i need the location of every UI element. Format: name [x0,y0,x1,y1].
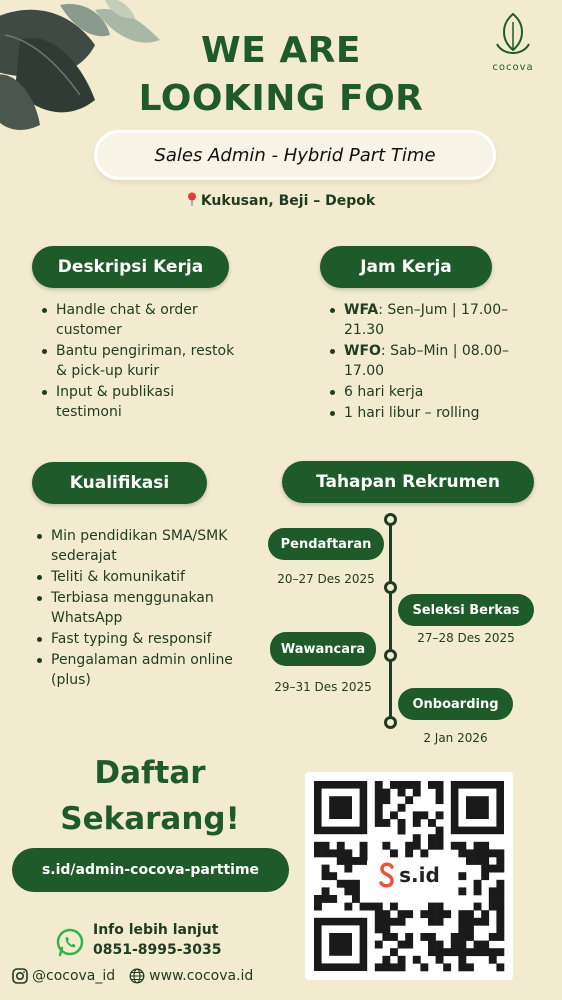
qr-module [436,948,444,956]
registration-link[interactable]: s.id/admin-cocova-parttime [12,848,289,892]
qr-module [398,819,406,827]
qr-module [360,842,368,850]
qr-module [382,842,390,850]
qr-module [436,827,444,835]
qr-module [436,796,444,804]
timeline-step-pendaftaran: Pendaftaran [268,528,384,560]
qr-module [329,849,337,857]
qr-module [413,842,421,850]
qr-module [375,781,383,789]
section-kualifikasi-title: Kualifikasi [32,462,207,504]
qr-module [344,849,352,857]
qr-finder [329,933,352,956]
qr-module [466,933,474,941]
qr-module [344,880,352,888]
qr-module [496,849,504,857]
list-item [330,382,530,402]
qr-module [382,789,390,797]
qr-module [314,849,322,857]
qr-module [398,918,406,926]
qr-module [489,956,497,964]
qr-module [489,849,497,857]
qr-module [458,849,466,857]
qr-module [398,956,406,964]
qr-module [405,933,413,941]
location [0,192,562,209]
qr-module [420,849,428,857]
qr-module [466,925,474,933]
qr-module [428,842,436,850]
qr-module [322,872,330,880]
qr-module [496,918,504,926]
qr-module [496,948,504,956]
timeline-step-wawancara: Wawancara [270,632,376,666]
qr-module [436,789,444,797]
location-pin-icon [187,192,197,206]
qr-module [314,903,322,911]
qr-module [436,834,444,842]
list-item: Input & publikasi testimoni [42,382,242,422]
location-text: Kukusan, Beji – Depok [200,193,376,209]
qr-module [474,887,482,895]
qr-module [451,948,459,956]
qr-module [352,857,360,865]
qr-module [375,918,383,926]
qr-module [382,963,390,971]
qr-module [474,918,482,926]
timeline-date: 2 Jan 2026 [423,731,488,745]
qr-module [405,842,413,850]
kualifikasi-list [37,526,247,691]
website-link[interactable]: www.cocova.id [149,968,254,984]
qr-module [375,910,383,918]
qr-module [474,849,482,857]
qr-module [420,933,428,941]
qr-module [428,918,436,926]
qr-module [390,948,398,956]
qr-module [375,925,383,933]
qr-module [352,887,360,895]
qr-module [375,903,383,911]
qr-module [443,910,451,918]
qr-module [337,857,345,865]
qr-module [390,849,398,857]
qr-module [344,903,352,911]
list-item [330,403,530,423]
qr-module [474,880,482,888]
qr-module [405,941,413,949]
timeline-date: 27–28 Des 2025 [417,631,515,645]
qr-module [413,834,421,842]
qr-module [458,872,466,880]
sid-logo-icon [378,862,396,888]
list-item-text: 6 hari kerja [344,384,424,400]
qr-module [420,910,428,918]
qr-module [481,849,489,857]
qr-module [413,789,421,797]
qr-module [405,781,413,789]
qr-module [390,781,398,789]
qr-module [375,789,383,797]
qr-module [375,819,383,827]
list-item-text: 1 hari libur – rolling [344,405,480,421]
qr-module [496,887,504,895]
qr-module [458,887,466,895]
qr-module [428,834,436,842]
qr-finder [329,796,352,819]
timeline-step-onboarding: Onboarding [398,688,513,720]
qr-module [337,849,345,857]
qr-module [458,933,466,941]
qr-module [489,895,497,903]
list-item-text: : Sen–Jum | 17.00–21.30 [344,302,509,338]
list-item: Pengalaman admin online (plus) [37,650,247,690]
qr-module [382,956,390,964]
timeline-dot [384,716,397,729]
list-item: Min pendidikan SMA/SMK sederajat [37,526,247,566]
instagram-handle[interactable]: @cocova_id [32,968,116,984]
qr-module [489,865,497,873]
qr-module [489,933,497,941]
qr-module [474,903,482,911]
qr-module [466,857,474,865]
qr-module [420,811,428,819]
qr-module [314,842,322,850]
qr-module [344,857,352,865]
qr-module [443,963,451,971]
qr-module [405,849,413,857]
qr-module [428,941,436,949]
logo-text: cocova [492,62,534,73]
qr-module [329,895,337,903]
qr-module [451,842,459,850]
qr-module [382,918,390,926]
qr-module [474,941,482,949]
qr-module [360,903,368,911]
qr-module [390,918,398,926]
qr-module [458,910,466,918]
qr-module [496,880,504,888]
section-tahapan-title: Tahapan Rekrumen [282,461,534,503]
qr-module [344,887,352,895]
qr-module [436,918,444,926]
qr-module [390,933,398,941]
qr-module [375,941,383,949]
qr-module [398,910,406,918]
qr-module [375,804,383,812]
qr-module [382,796,390,804]
qr-module [466,948,474,956]
section-jam-title: Jam Kerja [320,246,492,288]
qr-badge-text: s.id [399,863,440,887]
qr-module [375,963,383,971]
list-item: Bantu pengiriman, restok & pick-up kurir [42,341,242,381]
list-item-label: WFA [344,302,379,318]
list-item: Teliti & komunikatif [37,567,247,587]
qr-module [382,819,390,827]
instagram-icon [12,968,28,984]
list-item-text: : Sab–Min | 08.00–17.00 [344,343,509,379]
whatsapp-icon [55,928,85,958]
qr-module [329,872,337,880]
qr-module [428,948,436,956]
qr-module [436,910,444,918]
qr-module [496,925,504,933]
list-item-label: WFO [344,343,381,359]
qr-module [390,903,398,911]
qr-module [382,933,390,941]
qr-module [451,933,459,941]
qr-module [352,880,360,888]
qr-module [398,941,406,949]
list-item: Handle chat & order customer [42,300,242,340]
qr-module [466,918,474,926]
qr-module [428,933,436,941]
qr-module [451,941,459,949]
qr-module [322,887,330,895]
qr-module [322,849,330,857]
qr-module [481,872,489,880]
list-item: Terbiasa menggunakan WhatsApp [37,588,247,628]
qr-module [458,956,466,964]
timeline-step-seleksi: Seleksi Berkas [398,594,534,626]
jam-list [330,300,530,424]
qr-module [474,948,482,956]
qr-module [458,842,466,850]
qr-module [413,819,421,827]
headline-line1: WE ARE [200,30,361,71]
role-title: Sales Admin - Hybrid Part Time [97,133,493,177]
qr-module [413,811,421,819]
qr-module [481,865,489,873]
qr-module [390,811,398,819]
contact-info [55,920,275,964]
qr-module [489,903,497,911]
qr-module [496,963,504,971]
qr-module [481,948,489,956]
qr-module [481,842,489,850]
qr-module [436,842,444,850]
timeline-date: 20–27 Des 2025 [277,572,375,586]
timeline-dot [384,513,397,526]
social-links [12,966,253,986]
qr-module [458,918,466,926]
qr-module [428,910,436,918]
cta-line2: Sekarang! [60,801,240,837]
qr-module [398,963,406,971]
qr-module [322,865,330,873]
qr-module [375,796,383,804]
qr-module [405,796,413,804]
qr-module [458,925,466,933]
qr-module [420,963,428,971]
phone-number: 0851-8995-3035 [93,942,222,958]
qr-module [458,963,466,971]
qr-module [382,910,390,918]
globe-icon [129,968,145,984]
deskripsi-list [42,300,242,423]
qr-module [466,910,474,918]
qr-module [405,910,413,918]
list-item [330,300,530,340]
qr-module [466,849,474,857]
qr-module [413,781,421,789]
qr-module [375,811,383,819]
qr-module [496,910,504,918]
qr-module [337,842,345,850]
qr-module [481,941,489,949]
qr-module [466,963,474,971]
qr-module [458,941,466,949]
qr-module [360,849,368,857]
timeline-line [389,519,392,722]
qr-module [436,781,444,789]
qr-module [413,956,421,964]
qr-module [367,903,375,911]
qr-module [496,933,504,941]
qr-module [314,895,322,903]
qr-module [436,903,444,911]
qr-module [398,827,406,835]
qr-badge [367,858,451,892]
qr-finder [466,796,489,819]
qr-module [443,948,451,956]
qr-module [352,895,360,903]
qr-module [390,963,398,971]
qr-module [474,842,482,850]
qr-code [305,772,513,980]
qr-module [489,887,497,895]
qr-module [398,804,406,812]
qr-module [458,948,466,956]
list-item: Fast typing & responsif [37,629,247,649]
qr-module [322,842,330,850]
section-deskripsi-title: Deskripsi Kerja [32,246,229,288]
qr-module [382,925,390,933]
qr-module [322,895,330,903]
cta-line1: Daftar [94,755,206,791]
qr-module [428,781,436,789]
qr-module [481,910,489,918]
qr-module [496,903,504,911]
qr-module [489,948,497,956]
qr-module [436,941,444,949]
qr-module [428,819,436,827]
qr-module [496,865,504,873]
qr-module [474,857,482,865]
timeline-date: 29–31 Des 2025 [274,680,372,694]
qr-module [481,918,489,926]
qr-module [436,956,444,964]
timeline-dot [384,649,397,662]
info-label: Info lebih lanjut [93,922,219,938]
qr-module [481,857,489,865]
headline-line2: LOOKING FOR [138,78,424,119]
qr-module [496,895,504,903]
qr-module [398,789,406,797]
qr-module [436,811,444,819]
qr-module [428,903,436,911]
qr-module [398,781,406,789]
qr-module [344,865,352,873]
qr-module [337,880,345,888]
qr-module [496,857,504,865]
list-item [330,341,530,381]
